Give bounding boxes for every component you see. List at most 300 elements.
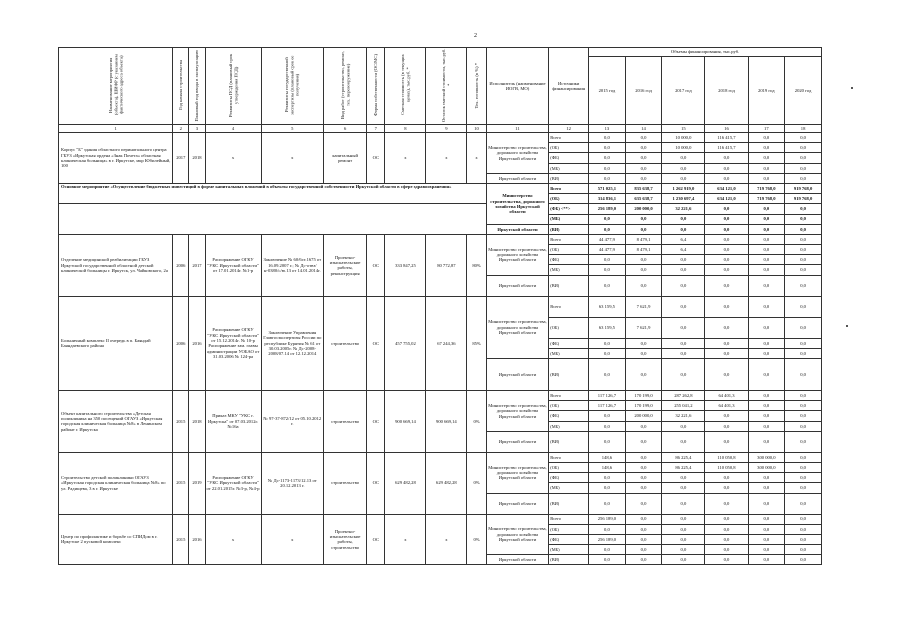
psd-cell: Распоряжение ОГКУ "УКС Иркутской области" от 15.12.2014г. № 10-р Распоряжение зам. главы администрации УОБАО от 31.03.2006 № 124-ра (205, 296, 261, 390)
funding-source-cell: Всего (549, 391, 589, 401)
funding-source-cell: (ОБ) (549, 524, 589, 534)
work-type-cell: Проектно-изыскательские работы, реконструкция (324, 234, 367, 296)
executor-cell: Министерство строительства, дорожного хозяйства Иркутской области (486, 391, 549, 432)
column-number: 3 (189, 125, 205, 133)
funding-amount-cell: 0,0 (589, 153, 626, 163)
funding-amount-cell: 0,0 (785, 452, 822, 462)
funding-amount-cell: 314 836,1 (589, 194, 626, 204)
funding-amount-cell: 0,0 (589, 411, 626, 421)
funding-amount-cell: 86 225,4 (662, 452, 705, 462)
executor-cell: Министерство строительства, дорожного хозяйства Иркутской области (486, 183, 549, 224)
object-name-cell-cont (59, 204, 487, 235)
funding-amount-cell: 6,4 (662, 234, 705, 244)
funding-source-cell: Всего (549, 234, 589, 244)
funding-amount-cell: 0,0 (705, 359, 748, 391)
funding-amount-cell: 0,0 (705, 265, 748, 275)
funding-amount-cell: 0,0 (625, 534, 662, 544)
funding-amount-cell: 110 050,8 (705, 462, 748, 472)
readiness-cell: 0% (467, 391, 486, 453)
executor-cell: Министерство строительства, дорожного хозяйства Иркутской области (486, 234, 549, 275)
table-row (59, 514, 822, 524)
funding-source-cell: (ОБ) (549, 143, 589, 153)
funding-amount-cell: 0,0 (589, 421, 626, 431)
funding-amount-cell: 0,0 (705, 204, 748, 214)
funding-amount-cell: 0,0 (748, 514, 785, 524)
funding-amount-cell: 0,0 (748, 483, 785, 493)
column-number: 5 (261, 125, 324, 133)
header-estimated-cost: Сметная стоимость (в текущих ценах), тыс.руб. * (385, 48, 426, 125)
column-number: 10 (467, 125, 486, 133)
funding-amount-cell: 0,0 (748, 493, 785, 514)
funding-amount-cell: 0,0 (705, 545, 748, 555)
funding-amount-cell: 0,0 (748, 204, 785, 214)
funding-amount-cell: 0,0 (748, 245, 785, 255)
funding-amount-cell: 0,0 (705, 431, 748, 452)
funding-amount-cell: 0,0 (625, 462, 662, 472)
column-number: 7 (367, 125, 385, 133)
expertise-cell: Заключение Управления Главгосэкспертизы России по республике Бурятия № 61 от 30.03.2005г. № Дс-2008-2008/07.14 от 12.12.2014 (261, 296, 324, 390)
funding-amount-cell: 0,0 (785, 391, 822, 401)
funding-source-cell: (ФБ) (549, 153, 589, 163)
funding-amount-cell: 0,0 (748, 234, 785, 244)
table-row (59, 234, 822, 244)
end-year-cell: 2018 (189, 391, 205, 453)
funding-amount-cell: 0,0 (748, 255, 785, 265)
estimated-cost-cell: 629 482,28 (385, 452, 426, 514)
scan-speck (846, 325, 848, 327)
column-number: 16 (705, 125, 748, 133)
funding-source-cell: (ВИ) (549, 275, 589, 296)
end-year-cell: 2017 (189, 234, 205, 296)
header-end-year: Плановый год ввода в эксплуатацию (189, 48, 205, 125)
header-object-name: Наименование мероприятия (объекта), ШИФР (с указанием фактического адреса объекта) (59, 48, 173, 125)
funding-amount-cell: 0,0 (662, 534, 705, 544)
funding-source-cell: (ОБ) (549, 462, 589, 472)
funding-source-cell: (ФБ) (549, 411, 589, 421)
funding-amount-cell: 0,0 (662, 359, 705, 391)
end-year-cell: 2019 (189, 452, 205, 514)
funding-amount-cell: 0,0 (785, 296, 822, 317)
readiness-cell: 85% (467, 296, 486, 390)
readiness-cell: 0% (467, 452, 486, 514)
remaining-cost-cell: х (426, 133, 467, 184)
funding-amount-cell: 32 221,6 (662, 411, 705, 421)
funding-amount-cell: 0,0 (748, 214, 785, 224)
funding-amount-cell: 200 000,0 (625, 411, 662, 421)
object-name-cell: Основное мероприятие «Осуществление бюджетных инвестиций в форме капитальных вложений в объекты государственной собственности Иркутской области в сфере здравоохранения» (59, 183, 487, 203)
readiness-cell: 80% (467, 234, 486, 296)
funding-amount-cell: 0,0 (785, 224, 822, 234)
funding-amount-cell: 44 477,9 (589, 245, 626, 255)
estimated-cost-cell: 333 847,25 (385, 234, 426, 296)
funding-amount-cell: 0,0 (662, 555, 705, 565)
funding-amount-cell: 300 000,0 (748, 462, 785, 472)
funding-amount-cell: 0,0 (748, 265, 785, 275)
funding-amount-cell: 0,0 (625, 545, 662, 555)
funding-amount-cell: 148,6 (589, 452, 626, 462)
work-type-cell: строительство (324, 296, 367, 390)
funding-amount-cell: 0,0 (785, 245, 822, 255)
funding-amount-cell: 0,0 (705, 173, 748, 183)
executor-region-cell: Иркутской области (486, 493, 549, 514)
funding-amount-cell: 0,0 (589, 255, 626, 265)
funding-amount-cell: 0,0 (705, 224, 748, 234)
psd-cell: Приказ МКУ "УКС г. Иркутска" от 07.03.2012г. №16а (205, 391, 261, 453)
funding-amount-cell: 0,0 (625, 255, 662, 265)
funding-amount-cell: 0,0 (662, 214, 705, 224)
funding-amount-cell: 571 025,1 (589, 183, 626, 193)
funding-amount-cell: 0,0 (625, 338, 662, 348)
funding-amount-cell: 0,0 (589, 483, 626, 493)
funding-amount-cell: 635 638,7 (625, 194, 662, 204)
funding-amount-cell: 0,0 (748, 224, 785, 234)
header-funding-source: Источники финансирования (549, 48, 589, 125)
funding-amount-cell: 86 225,4 (662, 462, 705, 472)
work-type-cell: строительство (324, 391, 367, 453)
funding-amount-cell: 63 159,5 (589, 317, 626, 338)
funding-source-cell: (ОБ) (549, 245, 589, 255)
object-name-cell: Корпус "Б" здания областного перинатального центра ГБУЗ «Иркутская ордена «Знак Почета» областная клиническая больница» в г. Иркутске, мкр Юбилейный, 100 (59, 133, 173, 184)
funding-source-cell: (МБ) (549, 421, 589, 431)
table-row (59, 133, 822, 143)
funding-amount-cell: 0,0 (748, 391, 785, 401)
funding-amount-cell: 0,0 (662, 153, 705, 163)
funding-amount-cell: 0,0 (589, 545, 626, 555)
object-name-cell: Строительство детской поликлиники ОГАУЗ «Иркутская городская клиническая больница №8» по ул. Радищева, 3 в г. Иркутске (59, 452, 173, 514)
funding-amount-cell: 0,0 (748, 275, 785, 296)
funding-amount-cell: 0,0 (662, 173, 705, 183)
funding-amount-cell: 0,0 (785, 338, 822, 348)
funding-amount-cell: 0,0 (662, 545, 705, 555)
funding-amount-cell: 0,0 (625, 224, 662, 234)
funding-amount-cell: 0,0 (662, 255, 705, 265)
funding-source-cell: (ФБ) (549, 534, 589, 544)
funding-amount-cell: 0,0 (625, 452, 662, 462)
funding-amount-cell: 0,0 (589, 431, 626, 452)
funding-amount-cell: 256 189,0 (589, 204, 626, 214)
funding-amount-cell: 0,0 (785, 359, 822, 391)
estimated-cost-cell: 457 755,02 (385, 296, 426, 390)
funding-source-cell: (ВИ) (549, 555, 589, 565)
funding-amount-cell: 0,0 (662, 431, 705, 452)
funding-amount-cell: 0,0 (662, 421, 705, 431)
funding-amount-cell: 0,0 (625, 493, 662, 514)
funding-amount-cell: 0,0 (748, 143, 785, 153)
funding-amount-cell: 0,0 (785, 234, 822, 244)
funding-amount-cell: 0,0 (705, 338, 748, 348)
funding-source-cell: (ВИ) (549, 173, 589, 183)
header-year: 2020 год (785, 57, 822, 125)
start-year-cell: 2015 (173, 514, 189, 565)
start-year-cell: 2017 (173, 133, 189, 184)
funding-amount-cell: 0,0 (662, 514, 705, 524)
funding-amount-cell: 0,0 (748, 163, 785, 173)
remaining-cost-cell: 900 669,14 (426, 391, 467, 453)
funding-amount-cell: 0,0 (705, 296, 748, 317)
funding-amount-cell: 0,0 (748, 431, 785, 452)
funding-amount-cell: 0,0 (662, 317, 705, 338)
funding-amount-cell: 0,0 (662, 493, 705, 514)
funding-amount-cell: 0,0 (785, 133, 822, 143)
funding-amount-cell: 0,0 (748, 401, 785, 411)
funding-amount-cell: 170 199,0 (625, 391, 662, 401)
funding-amount-cell: 0,0 (748, 296, 785, 317)
funding-amount-cell: 0,0 (785, 265, 822, 275)
funding-amount-cell: 0,0 (625, 483, 662, 493)
funding-amount-cell: 0,0 (748, 411, 785, 421)
funding-source-cell: (МБ) (549, 545, 589, 555)
funding-amount-cell: 0,0 (705, 534, 748, 544)
funding-amount-cell: 0,0 (589, 359, 626, 391)
funding-amount-cell: 0,0 (785, 153, 822, 163)
funding-amount-cell: 10 000,0 (662, 133, 705, 143)
estimated-cost-cell: х (385, 514, 426, 565)
object-name-cell: Объект капитального строительства «Детская поликлиника на 350 посещений ОГАУЗ «Иркутская городская клиническая больница №8» в Ленинском районе г. Иркутска (59, 391, 173, 453)
funding-amount-cell: 0,0 (748, 524, 785, 534)
funding-amount-cell: 116 415,7 (705, 143, 748, 153)
funding-amount-cell: 0,0 (589, 555, 626, 565)
funding-amount-cell: 0,0 (625, 431, 662, 452)
readiness-cell: 0% (467, 514, 486, 565)
header-funding-title: Объемы финансирования, тыс.руб. (589, 48, 822, 57)
funding-amount-cell: 148,6 (589, 462, 626, 472)
column-numbers-row (59, 125, 822, 133)
funding-source-cell: (МБ) (549, 214, 589, 224)
funding-amount-cell: 117 126,7 (589, 401, 626, 411)
header-psd: Реквизиты ПСД (плановый срок утверждения ПСД) (205, 48, 261, 125)
funding-amount-cell: 0,0 (705, 214, 748, 224)
funding-amount-cell: 634 121,0 (705, 194, 748, 204)
funding-amount-cell: 255 041,2 (662, 401, 705, 411)
table-row (59, 183, 822, 193)
funding-amount-cell: 0,0 (589, 163, 626, 173)
funding-amount-cell: 0,0 (785, 534, 822, 544)
funding-amount-cell: 287 262,8 (662, 391, 705, 401)
executor-cell: Министерство строительства, дорожного хозяйства Иркутской области (486, 514, 549, 555)
column-number: 2 (173, 125, 189, 133)
funding-amount-cell: 719 768,0 (748, 183, 785, 193)
column-number: 13 (589, 125, 626, 133)
funding-amount-cell: 0,0 (589, 173, 626, 183)
funding-amount-cell: 0,0 (625, 275, 662, 296)
funding-amount-cell: 0,0 (705, 514, 748, 524)
funding-source-cell: Всего (549, 452, 589, 462)
funding-amount-cell: 0,0 (785, 173, 822, 183)
funding-amount-cell: 0,0 (785, 143, 822, 153)
funding-amount-cell: 0,0 (785, 514, 822, 524)
funding-amount-cell: 0,0 (589, 275, 626, 296)
header-expertise: Реквизиты государственной экспертизы (плановый срок ее получения) (261, 48, 324, 125)
funding-amount-cell: 63 159,5 (589, 296, 626, 317)
funding-amount-cell: 8 479,1 (625, 245, 662, 255)
funding-amount-cell: 0,0 (589, 473, 626, 483)
funding-amount-cell: 110 050,8 (705, 452, 748, 462)
funding-amount-cell: 0,0 (785, 317, 822, 338)
header-year: 2016 год (625, 57, 662, 125)
expertise-cell: № 97-37-872/12 от 05.10.2012 г. (261, 391, 324, 453)
funding-amount-cell: 64 401,3 (705, 391, 748, 401)
funding-amount-cell: 0,0 (748, 338, 785, 348)
work-type-cell: Проектно-изыскательские работы, строительство (324, 514, 367, 565)
header-start-year: Год начала строительства (173, 48, 189, 125)
funding-amount-cell: 0,0 (705, 317, 748, 338)
funding-amount-cell: 0,0 (625, 421, 662, 431)
funding-amount-cell: 0,0 (662, 524, 705, 534)
column-number: 14 (625, 125, 662, 133)
header-year: 2015 год (589, 57, 626, 125)
funding-amount-cell: 0,0 (625, 214, 662, 224)
funding-source-cell: (ФБ) <**> (549, 204, 589, 214)
funding-source-cell: (МБ) (549, 163, 589, 173)
ownership-cell: ОС (367, 391, 385, 453)
expertise-cell: Заключение № 60/6ст.1675 от 16.09.2007 г.; № Дс-отвз/н-0380/с/ю.13 от 14.01.2014г. (261, 234, 324, 296)
funding-source-cell: (ОБ) (549, 401, 589, 411)
executor-region-cell: Иркутской области (486, 275, 549, 296)
funding-amount-cell: 0,0 (705, 275, 748, 296)
funding-amount-cell: 0,0 (785, 421, 822, 431)
funding-amount-cell: 0,0 (705, 411, 748, 421)
funding-amount-cell: 0,0 (625, 153, 662, 163)
funding-source-cell: (ОБ) (549, 194, 589, 204)
funding-amount-cell: 300 000,0 (748, 452, 785, 462)
start-year-cell: 2006 (173, 234, 189, 296)
header-readiness: Тех. готовность (в %) * (467, 48, 486, 125)
header-ownership: Форма собственности (ОС/МС) (367, 48, 385, 125)
funding-amount-cell: 0,0 (589, 224, 626, 234)
funding-amount-cell: 0,0 (625, 265, 662, 275)
funding-amount-cell: 0,0 (662, 348, 705, 358)
executor-region-cell: Иркутской области (486, 173, 549, 183)
funding-amount-cell: 719 768,0 (748, 194, 785, 204)
funding-amount-cell: 0,0 (748, 153, 785, 163)
end-year-cell: 2018 (189, 133, 205, 184)
estimated-cost-cell: х (385, 133, 426, 184)
funding-amount-cell: 170 199,0 (625, 401, 662, 411)
funding-amount-cell: 0,0 (748, 555, 785, 565)
end-year-cell: 2016 (189, 296, 205, 390)
funding-amount-cell: 0,0 (785, 483, 822, 493)
funding-amount-cell: 0,0 (785, 473, 822, 483)
executor-region-cell: Иркутской области (486, 555, 549, 565)
funding-amount-cell: 0,0 (785, 275, 822, 296)
funding-amount-cell: 0,0 (705, 555, 748, 565)
funding-amount-cell: 44 477,9 (589, 234, 626, 244)
funding-amount-cell: 200 000,0 (625, 204, 662, 214)
funding-amount-cell: 1 262 919,0 (662, 183, 705, 193)
remaining-cost-cell: 629 482,28 (426, 452, 467, 514)
funding-amount-cell: 0,0 (625, 524, 662, 534)
psd-cell: Распоряжение ОГКУ "УКС Иркутской области" от 17.01.2014г. №1-р (205, 234, 261, 296)
column-number: 4 (205, 125, 261, 133)
funding-amount-cell: 919 768,0 (785, 183, 822, 193)
funding-amount-cell: 256 189,0 (589, 534, 626, 544)
funding-amount-cell: 0,0 (705, 153, 748, 163)
psd-cell: х (205, 514, 261, 565)
executor-region-cell: Иркутской области (486, 224, 549, 234)
funding-amount-cell: 0,0 (625, 173, 662, 183)
header-year: 2017 год (662, 57, 705, 125)
expertise-cell: х (261, 514, 324, 565)
executor-region-cell: Иркутской области (486, 431, 549, 452)
funding-amount-cell: 0,0 (705, 163, 748, 173)
ownership-cell: ОС (367, 133, 385, 184)
psd-cell: Распоряжение ОГКУ "УКС Иркутской области" от 22.01.2015г. №3-р, №4-р (205, 452, 261, 514)
funding-amount-cell: 32 221,6 (662, 204, 705, 214)
funding-amount-cell: 0,0 (662, 265, 705, 275)
header-remaining-cost: Остаток сметной стоимости, тыс.руб. * (426, 48, 467, 125)
funding-amount-cell: 0,0 (785, 163, 822, 173)
funding-amount-cell: 0,0 (625, 473, 662, 483)
funding-amount-cell: 0,0 (785, 255, 822, 265)
funding-source-cell: (ВИ) (549, 224, 589, 234)
funding-amount-cell: 116 415,7 (705, 133, 748, 143)
executor-cell: Министерство строительства, дорожного хозяйства Иркутской области (486, 296, 549, 358)
remaining-cost-cell: 67 244,36 (426, 296, 467, 390)
column-number: 6 (324, 125, 367, 133)
funding-source-cell: (ВИ) (549, 359, 589, 391)
funding-source-cell: (МБ) (549, 265, 589, 275)
funding-amount-cell: 7 621,9 (625, 317, 662, 338)
funding-source-cell: Всего (549, 183, 589, 193)
start-year-cell: 2015 (173, 391, 189, 453)
column-number: 11 (486, 125, 549, 133)
funding-amount-cell: 0,0 (705, 473, 748, 483)
funding-amount-cell: 0,0 (748, 545, 785, 555)
ownership-cell: ОС (367, 234, 385, 296)
column-number: 1 (59, 125, 173, 133)
page-number: 2 (474, 33, 477, 39)
funding-amount-cell: 835 638,7 (625, 183, 662, 193)
column-number: 12 (549, 125, 589, 133)
funding-source-cell: (ВИ) (549, 431, 589, 452)
funding-amount-cell: 117 126,7 (589, 391, 626, 401)
expertise-cell: х (261, 133, 324, 184)
executor-cell: Министерство строительства, дорожного хозяйства Иркутской области (486, 452, 549, 493)
funding-source-cell: (ФБ) (549, 255, 589, 265)
funding-amount-cell: 0,0 (589, 348, 626, 358)
funding-amount-cell: 0,0 (589, 493, 626, 514)
funding-source-cell: (ОБ) (549, 317, 589, 338)
column-number: 8 (385, 125, 426, 133)
funding-amount-cell: 0,0 (705, 245, 748, 255)
object-name-cell: Больничный комплекс II очередь в п. Баяндай Баяндаевского района (59, 296, 173, 390)
end-year-cell: 2016 (189, 514, 205, 565)
funding-amount-cell: 0,0 (705, 524, 748, 534)
funding-amount-cell: 0,0 (589, 214, 626, 224)
funding-amount-cell: 0,0 (785, 524, 822, 534)
object-name-cell: Отделение медицинской реабилитации ГБУЗ Иркутской государственной областной детской клинической больницы г. Иркутск, ул. Чайковского, 2а (59, 234, 173, 296)
funding-source-cell: (ФБ) (549, 473, 589, 483)
funding-amount-cell: 0,0 (748, 473, 785, 483)
table-row (59, 391, 822, 401)
funding-source-cell: Всего (549, 133, 589, 143)
funding-amount-cell: 0,0 (705, 255, 748, 265)
column-number: 9 (426, 125, 467, 133)
header-executor: Исполнитель (наименование ИОГВ, МО) (486, 48, 549, 125)
funding-amount-cell: 0,0 (662, 483, 705, 493)
funding-amount-cell: 0,0 (705, 348, 748, 358)
funding-amount-cell: 0,0 (785, 555, 822, 565)
funding-source-cell: (МБ) (549, 483, 589, 493)
table-row (59, 452, 822, 462)
funding-source-cell: Всего (549, 514, 589, 524)
funding-amount-cell: 0,0 (785, 462, 822, 472)
financing-table (58, 47, 822, 565)
funding-source-cell: (МБ) (549, 348, 589, 358)
funding-amount-cell: 634 121,0 (705, 183, 748, 193)
executor-region-cell: Иркутской области (486, 359, 549, 391)
funding-amount-cell: 0,0 (705, 421, 748, 431)
